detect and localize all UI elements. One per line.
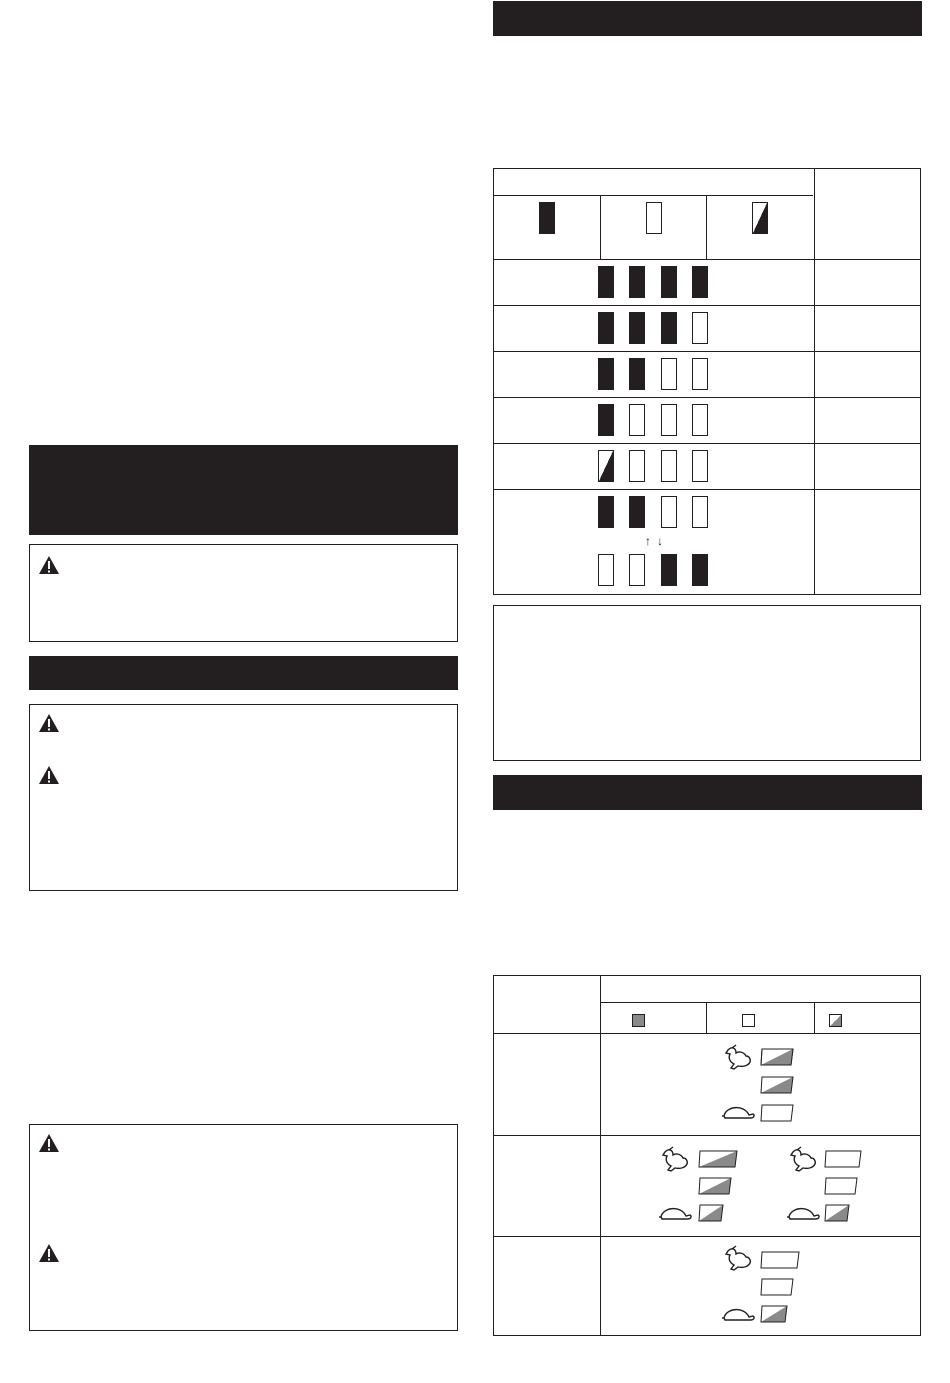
rabbit-icon [659,1146,691,1174]
turtle-icon [657,1203,693,1223]
section-header-bar-3 [493,1,922,36]
speed-lamp [698,1150,738,1168]
warning-box-3 [29,1124,458,1331]
turtle-icon [720,1102,756,1122]
speed-lamp [760,1305,788,1323]
indicator-segment [692,496,708,528]
speed-lamp [760,1048,794,1066]
indicator-segment [598,554,614,586]
indicator-segment [692,450,708,482]
warning-box-1 [29,544,458,642]
indicator-segment [629,554,645,586]
warning-triangle-icon [38,1243,60,1263]
turtle-icon [720,1304,756,1324]
speed-lamp [760,1251,800,1269]
legend-grey-lamp [632,1014,645,1027]
indicator-segment [661,266,677,298]
speed-lamp [824,1177,858,1195]
battery-indicator-table [493,168,921,595]
turtle-icon [785,1203,821,1223]
speed-lamp [698,1204,724,1222]
indicator-segment [692,404,708,436]
speed-lamp [698,1177,732,1195]
indicator-segment [598,450,614,482]
indicator-segment [629,312,645,344]
speed-mode-table [493,975,921,1336]
section-header-bar-2 [29,656,458,690]
indicator-segment [629,450,645,482]
indicator-segment [692,358,708,390]
indicator-segment [661,312,677,344]
indicator-segment [629,496,645,528]
indicator-segment [629,266,645,298]
warning-triangle-icon [38,713,60,733]
up-arrow-icon: ↑ [645,534,651,548]
rabbit-icon [722,1245,754,1273]
section-header-bar-1 [29,445,458,535]
section-header-bar-4 [493,775,922,810]
speed-lamp [760,1278,794,1296]
indicator-segment [598,312,614,344]
indicator-segment [692,312,708,344]
indicator-segment [598,358,614,390]
speed-lamp [760,1104,794,1122]
rabbit-icon [787,1146,819,1174]
indicator-segment [661,450,677,482]
indicator-segment [598,404,614,436]
warning-triangle-icon [38,555,60,575]
legend-white-lamp [742,1014,755,1027]
indicator-segment [661,554,677,586]
speed-lamp [824,1204,850,1222]
legend-blinking-segment [752,202,768,234]
legend-lit-segment [539,202,555,234]
indicator-segment [629,358,645,390]
indicator-segment [692,266,708,298]
warning-triangle-icon [38,765,60,785]
indicator-segment [661,404,677,436]
rabbit-icon [722,1044,754,1072]
indicator-segment [598,496,614,528]
indicator-segment [598,266,614,298]
indicator-segment [692,554,708,586]
warning-box-2 [29,704,458,891]
down-arrow-icon: ↓ [657,534,663,548]
indicator-segment [661,496,677,528]
note-box [493,605,921,761]
legend-off-segment [646,202,662,234]
indicator-segment [629,404,645,436]
legend-half-lamp [829,1014,842,1027]
indicator-segment [661,358,677,390]
speed-lamp [760,1076,794,1094]
warning-triangle-icon [38,1133,60,1153]
speed-lamp [824,1150,862,1168]
